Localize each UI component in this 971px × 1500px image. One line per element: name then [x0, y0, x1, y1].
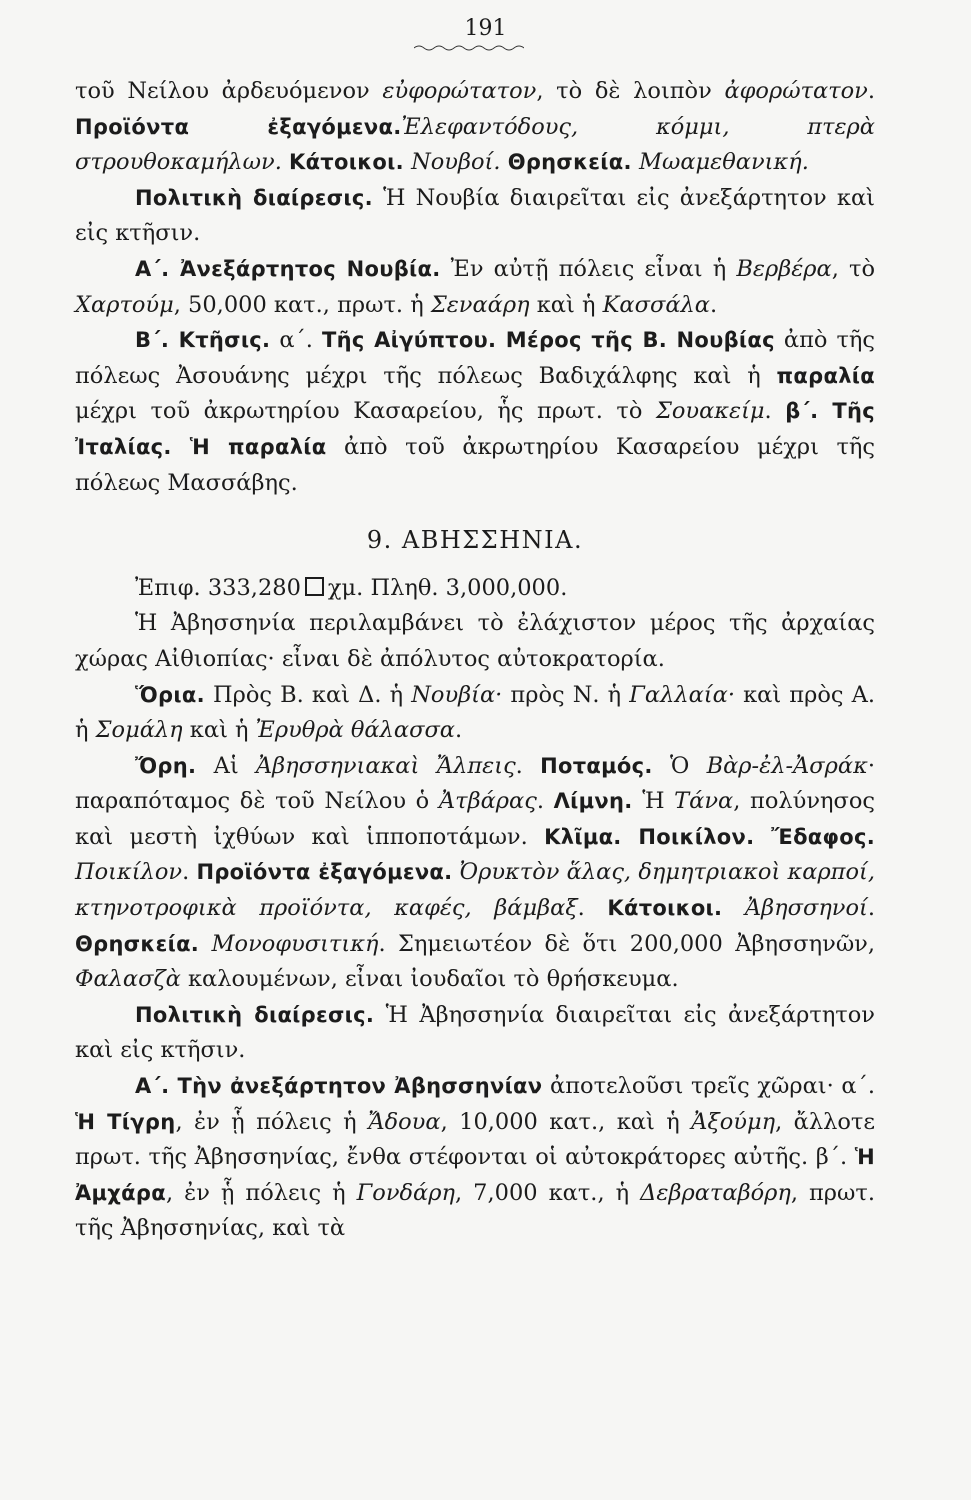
section-heading: 9. ΑΒΗΣΣΗΝΙΑ.: [366, 526, 584, 555]
square-symbol-icon: [305, 577, 324, 596]
page-body: [75, 74, 875, 1247]
paragraph-independent-nubia: Α΄. Ἀνεξάρτητος Νουβία. Ἐν αὐτῇ πόλεις εἶναι ἡ Βερβέρα, τὸ Χαρτούμ, 50,000 κατ., πρωτ. ἡ Σεναάρη καὶ ἡ Κασσάλα.: [75, 255, 875, 318]
paragraph-area-population: Ἐπιφ. 333,280 χμ. Πληθ. 3,000,000.: [135, 574, 568, 601]
paragraph-nubia-possessions: Β΄. Κτῆσις. α΄. Τῆς Αἰγύπτου. Μέρος τῆς Β. Νουβίας ἀπὸ τῆς πόλεως Ἀσουάνης μέχρι τῆς πόλεως Βαδιχάλφης καὶ ἡ παραλία μέχρι τοῦ ἀκρωτηρίου Κασαρείου, ἧς πρωτ. τὸ Σουακείμ. β΄. Τῆς Ἰταλίας. Ἡ παραλία ἀπὸ τοῦ ἀκρωτηρίου Κασαρείου μέχρι τῆς πόλεως Μασσάβης.: [75, 327, 876, 496]
paragraph-geography: Ὄρη. Αἱ Ἀβησσηνιακαὶ Ἄλπεις. Ποταμός. Ὁ Βὰρ-ἐλ-Ἀσράκ· παραπόταμος δὲ τοῦ Νείλου ὁ Ἀτβάρας. Λίμνη. Ἡ Τάνα, πολύνησος καὶ μεστὴ ἰχθύων καὶ ἱπποποτάμων. Κλῖμα. Ποικίλον. Ἔδαφος. Ποικίλον. Προϊόντα ἐξαγόμενα. Ὀρυκτὸν ἅλας, δημητριακοὶ καρποί, κτηνοτροφικὰ προϊόντα, καφές, βάμβαξ. Κάτοικοι. Ἀβησσηνοί. Θρησκεία. Μονοφυσιτική. Σημειωτέον δὲ ὅτι 200,000 Ἀβησσηνῶν, Φαλασζὰ καλουμένων, εἶναι ἰουδαῖοι τὸ θρήσκευμα.: [75, 752, 876, 993]
paragraph-abyssinia-intro: Ἡ Ἀβησσηνία περιλαμβάνει τὸ ἐλάχιστον μέρος τῆς ἀρχαίας χώρας Αἰθιοπίας· εἶναι δὲ ἀπόλυτος αὐτοκρατορία.: [75, 610, 875, 672]
paragraph-borders: Ὅρια. Πρὸς Β. καὶ Δ. ἡ Νουβία· πρὸς Ν. ἡ Γαλλαία· καὶ πρὸς Α. ἡ Σομάλη καὶ ἡ Ἐρυθρὰ θάλασσα.: [75, 681, 875, 744]
paragraph-independent-abyssinia: Α΄. Τὴν ἀνεξάρτητον Ἀβησσηνίαν ἀποτελοῦσι τρεῖς χῶραι· α΄. Ἡ Τίγρη, ἐν ᾗ πόλεις ἡ Ἄδουα, 10,000 κατ., καὶ ἡ Ἀξούμη, ἄλλοτε πρωτ. τῆς Ἀβησσηνίας, ἔνθα στέφονται οἱ αὐτοκράτορες αὐτῆς. β΄. Ἡ Ἀμχάρα, ἐν ᾗ πόλεις ἡ Γονδάρη, 7,000 κατ., ἡ Δεβραταβόρη, πρωτ. τῆς Ἀβησσηνίας, καὶ τὰ: [75, 1073, 875, 1242]
page-number: 191: [464, 16, 507, 41]
paragraph-nubia-division: Πολιτικὴ διαίρεσις. Ἡ Νουβία διαιρεῖται εἰς ἀνεξάρτητον καὶ εἰς κτῆσιν.: [75, 184, 875, 247]
paragraph-nubia-products: τοῦ Νείλου ἀρδευόμενον εὐφορώτατον, τὸ δὲ λοιπὸν ἀφορώτατον. Προϊόντα ἐξαγόμενα.Ἐλεφαντόδους, κόμμι, πτερὰ στρουθοκαμήλων. Κάτοικοι. Νουβοί. Θρησκεία. Μωαμεθανική.: [75, 78, 876, 176]
page-number-ornament: [414, 44, 524, 52]
paragraph-abyssinia-division: Πολιτικὴ διαίρεσις. Ἡ Ἀβησσηνία διαιρεῖται εἰς ἀνεξάρτητον καὶ εἰς κτῆσιν.: [75, 1001, 875, 1064]
